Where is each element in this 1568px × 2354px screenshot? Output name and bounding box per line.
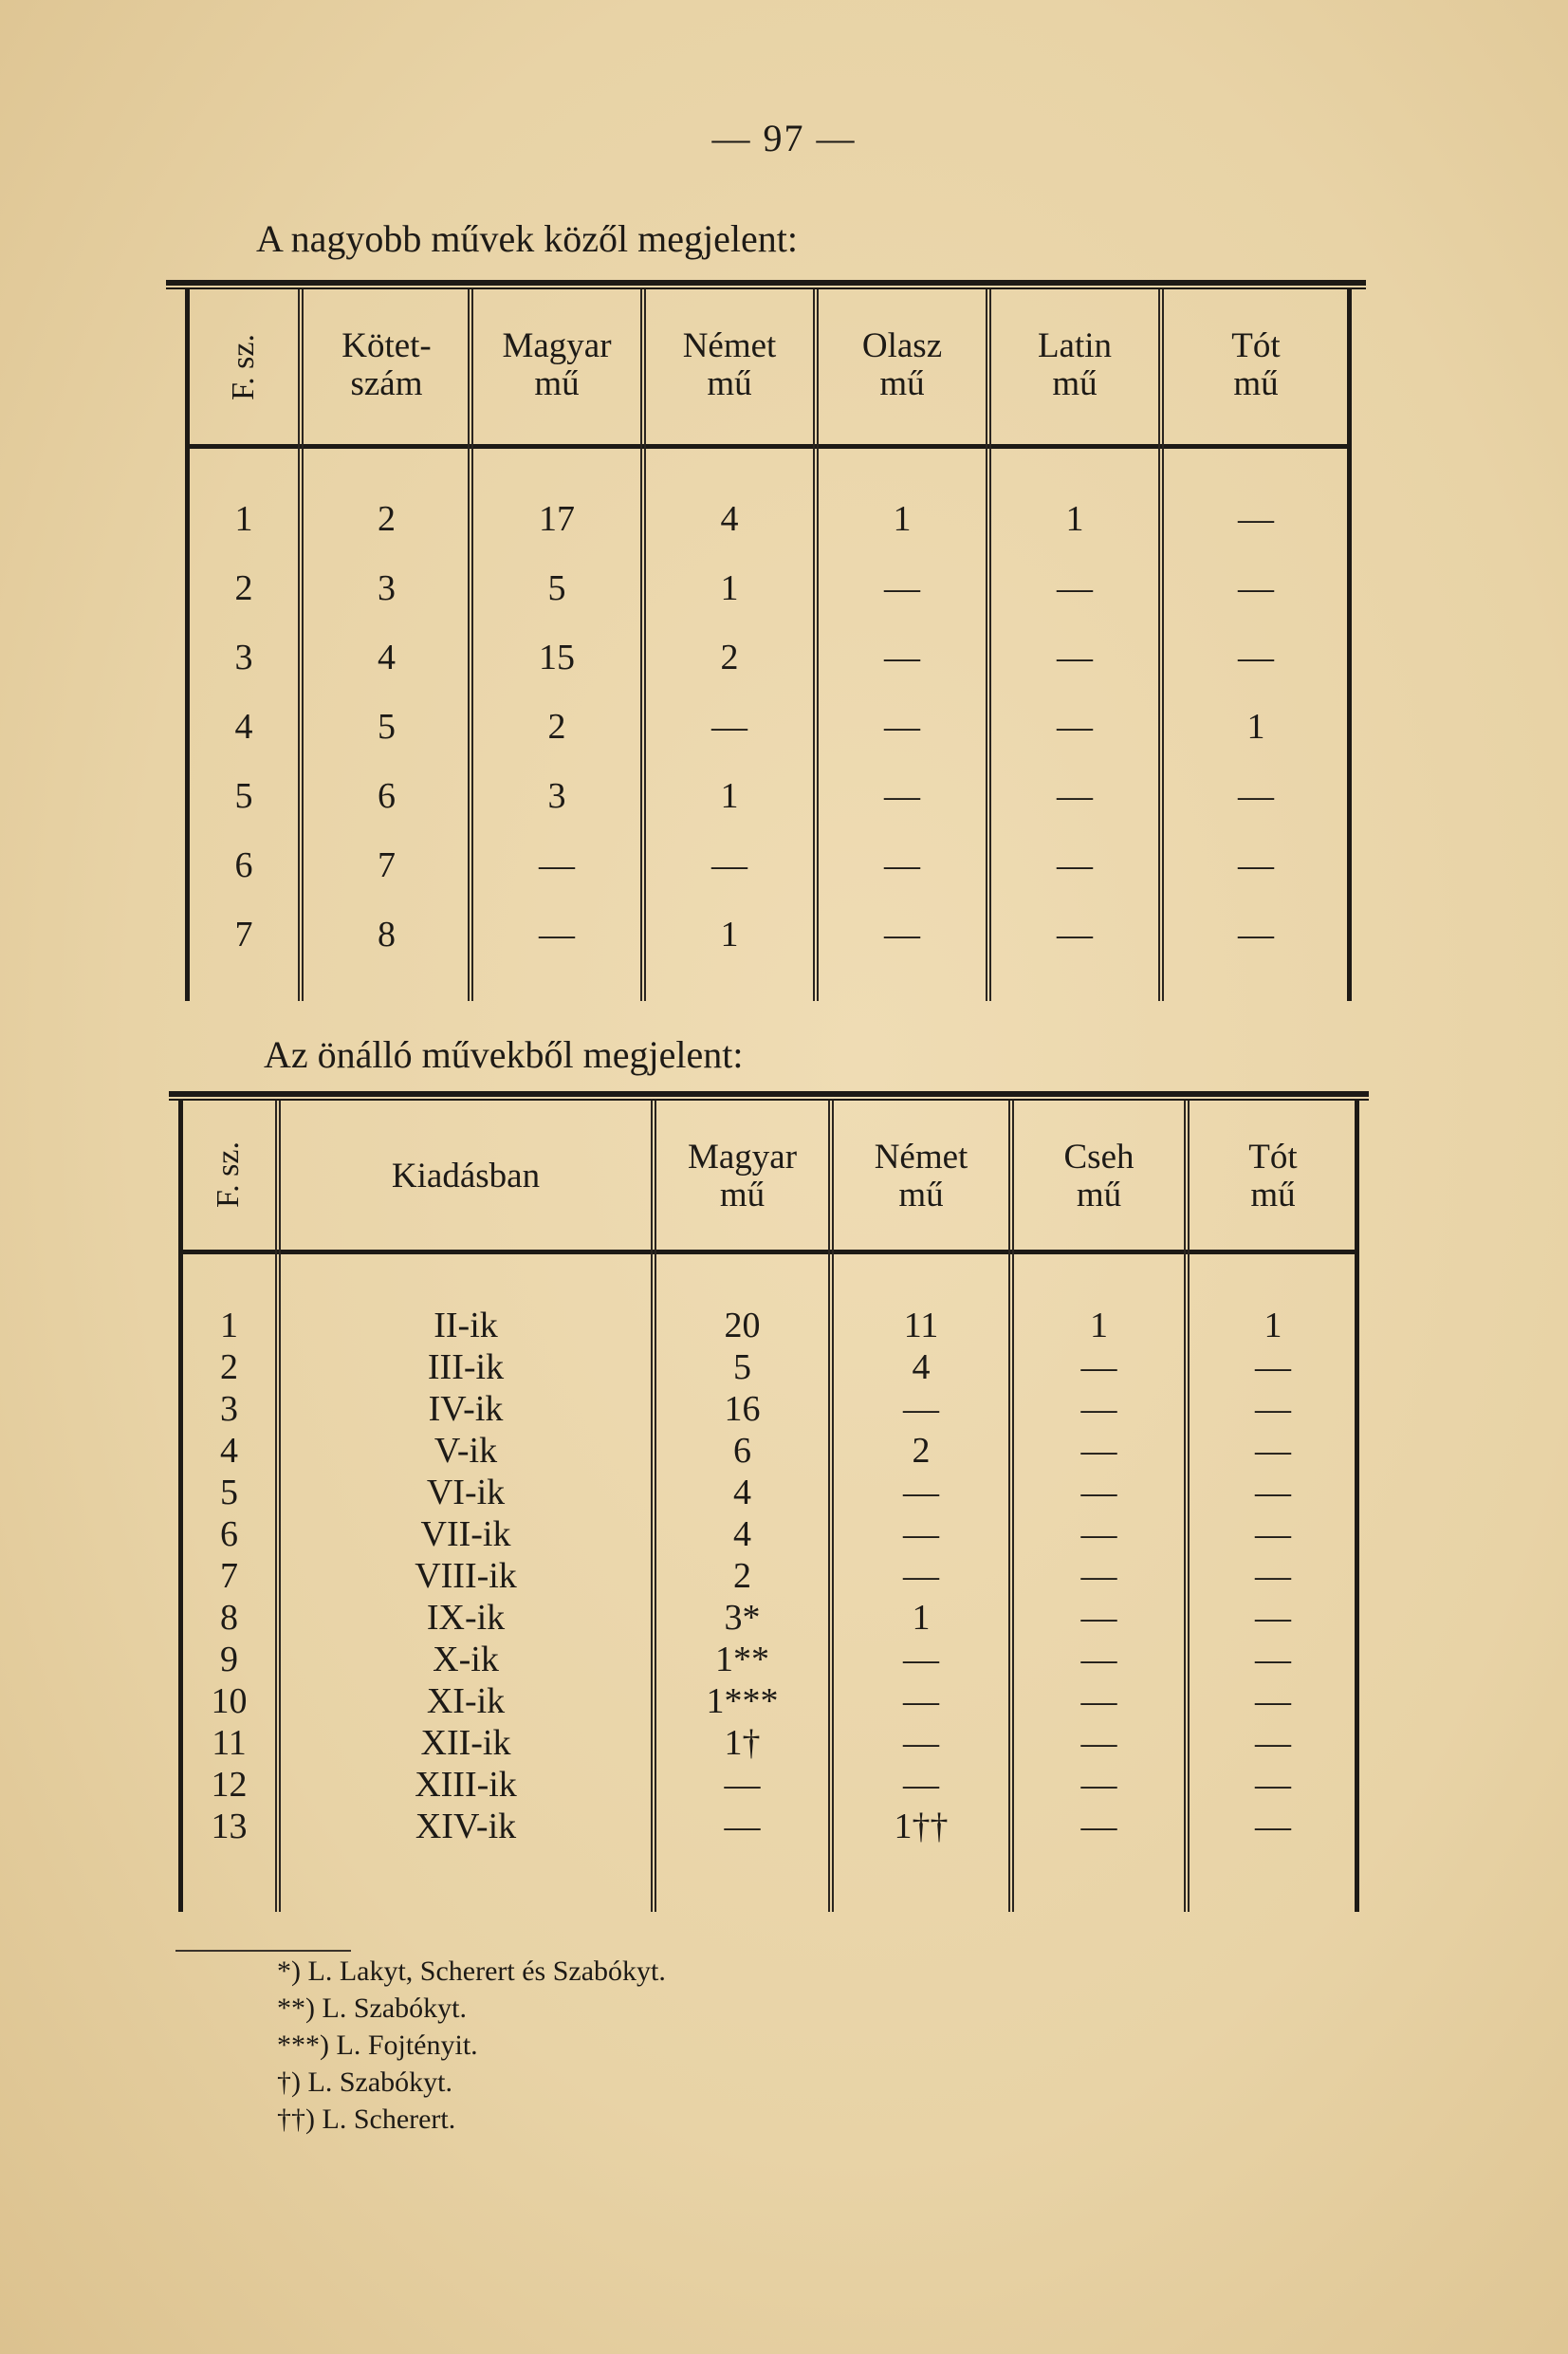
table-cell: 16 bbox=[724, 1389, 761, 1429]
t1-header-kotetszam: Kötet- szám bbox=[341, 326, 432, 403]
t2-header-cseh: Cseh mű bbox=[1063, 1138, 1134, 1214]
footnotes bbox=[277, 1953, 1036, 2138]
table-cell: — bbox=[1057, 776, 1093, 816]
table-cell: — bbox=[1080, 1473, 1117, 1512]
t1-header-nemet: Német mű bbox=[682, 326, 777, 403]
table-cell: 5 bbox=[220, 1473, 238, 1512]
table-independent-works bbox=[169, 1091, 1369, 1912]
table1-right-border bbox=[1347, 289, 1352, 1001]
table-cell: — bbox=[884, 776, 920, 816]
table-cell: 2 bbox=[733, 1556, 751, 1596]
table-cell: II-ik bbox=[434, 1306, 498, 1345]
table-cell: IV-ik bbox=[428, 1389, 504, 1429]
page-number: — 97 — bbox=[711, 117, 857, 159]
table-cell: — bbox=[1238, 915, 1274, 955]
table1-top-rule-thin bbox=[166, 287, 1366, 289]
table-cell: — bbox=[1255, 1347, 1291, 1387]
table-cell: — bbox=[1057, 915, 1093, 955]
table-cell: 3 bbox=[547, 776, 566, 816]
table-cell: — bbox=[711, 707, 747, 747]
t2-header-nemet: Német mű bbox=[874, 1138, 968, 1214]
t1-header-latin: Latin mű bbox=[1037, 326, 1113, 403]
table-cell: 2 bbox=[234, 568, 253, 608]
table-cell: V-ik bbox=[434, 1431, 498, 1471]
table-cell: — bbox=[884, 638, 920, 677]
table-cell: — bbox=[711, 845, 747, 885]
table-cell: 6 bbox=[378, 776, 396, 816]
table-cell: 8 bbox=[220, 1598, 238, 1638]
table-cell: — bbox=[903, 1389, 939, 1429]
table-cell: 7 bbox=[234, 915, 253, 955]
table-cell: 1 bbox=[720, 915, 739, 955]
table-cell: — bbox=[1080, 1765, 1117, 1805]
table-cell: — bbox=[1080, 1598, 1117, 1638]
table-cell: 20 bbox=[724, 1306, 761, 1345]
table-cell: 1† bbox=[724, 1723, 761, 1763]
table-cell: VII-ik bbox=[420, 1514, 511, 1554]
table-cell: 3 bbox=[378, 568, 396, 608]
table-cell: XII-ik bbox=[420, 1723, 511, 1763]
table-cell: 11 bbox=[212, 1723, 247, 1763]
table-cell: 1†† bbox=[894, 1807, 949, 1846]
table-cell: — bbox=[1080, 1431, 1117, 1471]
table-cell: VI-ik bbox=[426, 1473, 506, 1512]
table-cell: 1 bbox=[720, 776, 739, 816]
t2-header-fsz: F. sz. bbox=[211, 1140, 247, 1209]
table-cell: — bbox=[1080, 1723, 1117, 1763]
table-cell: — bbox=[1057, 845, 1093, 885]
table-cell: — bbox=[1255, 1473, 1291, 1512]
footnote: ***) L. Fojtényit. bbox=[277, 2030, 478, 2061]
table-cell: 7 bbox=[220, 1556, 238, 1596]
table-cell: — bbox=[1080, 1681, 1117, 1721]
table-cell: — bbox=[884, 915, 920, 955]
table-cell: 3* bbox=[724, 1598, 761, 1638]
table-cell: 2 bbox=[547, 707, 566, 747]
table-cell: — bbox=[1255, 1556, 1291, 1596]
table-cell: 10 bbox=[211, 1681, 248, 1721]
table-cell: 8 bbox=[378, 915, 396, 955]
footnote: **) L. Szabókyt. bbox=[277, 1993, 467, 2024]
t1-header-magyar: Magyar mű bbox=[502, 326, 612, 403]
table-cell: 5 bbox=[234, 776, 253, 816]
table-cell: 4 bbox=[220, 1431, 238, 1471]
table-cell: — bbox=[1238, 776, 1274, 816]
table-cell: — bbox=[903, 1681, 939, 1721]
table-cell: — bbox=[903, 1473, 939, 1512]
table1-caption: A nagyobb művek közől megjelent: bbox=[256, 217, 798, 260]
table-cell: 2 bbox=[720, 638, 739, 677]
table-cell: — bbox=[1255, 1598, 1291, 1638]
table-cell: — bbox=[1057, 568, 1093, 608]
table-cell: — bbox=[1255, 1514, 1291, 1554]
table-cell: 13 bbox=[211, 1807, 248, 1846]
footnote: †) L. Szabókyt. bbox=[277, 2067, 452, 2098]
table-cell: XIV-ik bbox=[415, 1807, 517, 1846]
table-cell: X-ik bbox=[433, 1640, 499, 1679]
table-cell: — bbox=[1057, 638, 1093, 677]
table-cell: 1 bbox=[234, 499, 253, 539]
table-cell: 4 bbox=[720, 499, 739, 539]
table2-header-rule bbox=[178, 1250, 1359, 1254]
table-cell: — bbox=[1238, 499, 1274, 539]
table-cell: — bbox=[1255, 1681, 1291, 1721]
table-cell: 3 bbox=[220, 1389, 238, 1429]
table-cell: — bbox=[724, 1807, 761, 1846]
table-cell: — bbox=[1080, 1347, 1117, 1387]
table1-header-rule bbox=[185, 444, 1352, 449]
table-cell: 1 bbox=[1065, 499, 1084, 539]
table-cell: 15 bbox=[539, 638, 575, 677]
table-cell: — bbox=[1080, 1556, 1117, 1596]
table-cell: — bbox=[1255, 1640, 1291, 1679]
table1-top-rule bbox=[166, 280, 1366, 286]
table-cell: 5 bbox=[733, 1347, 751, 1387]
table-cell: 1 bbox=[893, 499, 912, 539]
table-cell: VIII-ik bbox=[415, 1556, 517, 1596]
table-cell: 4 bbox=[234, 707, 253, 747]
table-cell: 2 bbox=[220, 1347, 238, 1387]
table-cell: — bbox=[1255, 1807, 1291, 1846]
table-cell: — bbox=[884, 568, 920, 608]
table-cell: — bbox=[1255, 1389, 1291, 1429]
table-cell: — bbox=[903, 1640, 939, 1679]
table-cell: 7 bbox=[378, 845, 396, 885]
table-cell: 1 bbox=[1264, 1306, 1282, 1345]
table-cell: — bbox=[724, 1765, 761, 1805]
table2-top-rule bbox=[169, 1091, 1369, 1097]
table-cell: IX-ik bbox=[426, 1598, 506, 1638]
table-cell: — bbox=[903, 1514, 939, 1554]
table-cell: 17 bbox=[539, 499, 575, 539]
table-cell: 1 bbox=[220, 1306, 238, 1345]
table-cell: 5 bbox=[547, 568, 566, 608]
table-cell: — bbox=[1255, 1765, 1291, 1805]
table-cell: — bbox=[903, 1723, 939, 1763]
t2-header-magyar: Magyar mű bbox=[687, 1138, 798, 1214]
table-cell: — bbox=[539, 915, 575, 955]
table2-right-border bbox=[1355, 1101, 1359, 1912]
table-cell: 1 bbox=[1246, 707, 1265, 747]
table-cell: 6 bbox=[733, 1431, 751, 1471]
table-cell: 3 bbox=[234, 638, 253, 677]
table-cell: — bbox=[884, 845, 920, 885]
table-cell: — bbox=[539, 845, 575, 885]
t1-header-tot: Tót mű bbox=[1231, 326, 1281, 403]
t1-header-fsz: F. sz. bbox=[225, 333, 261, 401]
table-cell: 2 bbox=[378, 499, 396, 539]
table-cell: 11 bbox=[903, 1306, 939, 1345]
table-cell: 4 bbox=[378, 638, 396, 677]
t2-header-tot: Tót mű bbox=[1248, 1138, 1298, 1214]
table-cell: — bbox=[903, 1765, 939, 1805]
table-cell: III-ik bbox=[427, 1347, 505, 1387]
table-cell: — bbox=[1238, 638, 1274, 677]
table-cell: 4 bbox=[912, 1347, 931, 1387]
table-cell: 6 bbox=[220, 1514, 238, 1554]
table-cell: 1*** bbox=[706, 1681, 779, 1721]
table-cell: — bbox=[1080, 1807, 1117, 1846]
table-cell: 5 bbox=[378, 707, 396, 747]
table-cell: — bbox=[1080, 1514, 1117, 1554]
footnote: *) L. Lakyt, Scherert és Szabókyt. bbox=[277, 1955, 666, 1987]
table-cell: — bbox=[903, 1556, 939, 1596]
table-cell: 6 bbox=[234, 845, 253, 885]
table-cell: 9 bbox=[220, 1640, 238, 1679]
table-cell: — bbox=[1238, 845, 1274, 885]
table-cell: 4 bbox=[733, 1514, 751, 1554]
table-cell: — bbox=[1057, 707, 1093, 747]
table-cell: 2 bbox=[912, 1431, 931, 1471]
table-cell: 1 bbox=[720, 568, 739, 608]
table-cell: — bbox=[1255, 1431, 1291, 1471]
footnote-rule bbox=[175, 1950, 351, 1952]
table2-caption: Az önálló művekből megjelent: bbox=[264, 1033, 744, 1076]
table-cell: 4 bbox=[733, 1473, 751, 1512]
table-cell: — bbox=[884, 707, 920, 747]
footnote: ††) L. Scherert. bbox=[277, 2104, 456, 2135]
table-cell: 12 bbox=[211, 1765, 248, 1805]
table-cell: — bbox=[1255, 1723, 1291, 1763]
table-cell: 1 bbox=[912, 1598, 931, 1638]
table-cell: 1 bbox=[1090, 1306, 1108, 1345]
table-cell: — bbox=[1080, 1389, 1117, 1429]
table-cell: XI-ik bbox=[426, 1681, 506, 1721]
t2-header-kiadasban: Kiadásban bbox=[391, 1157, 541, 1196]
table-cell: — bbox=[1238, 568, 1274, 608]
t1-header-olasz: Olasz mű bbox=[861, 326, 943, 403]
table-major-works bbox=[166, 280, 1366, 1001]
table-cell: 1** bbox=[715, 1640, 769, 1679]
table-cell: — bbox=[1080, 1640, 1117, 1679]
table-cell: XIII-ik bbox=[415, 1765, 517, 1805]
